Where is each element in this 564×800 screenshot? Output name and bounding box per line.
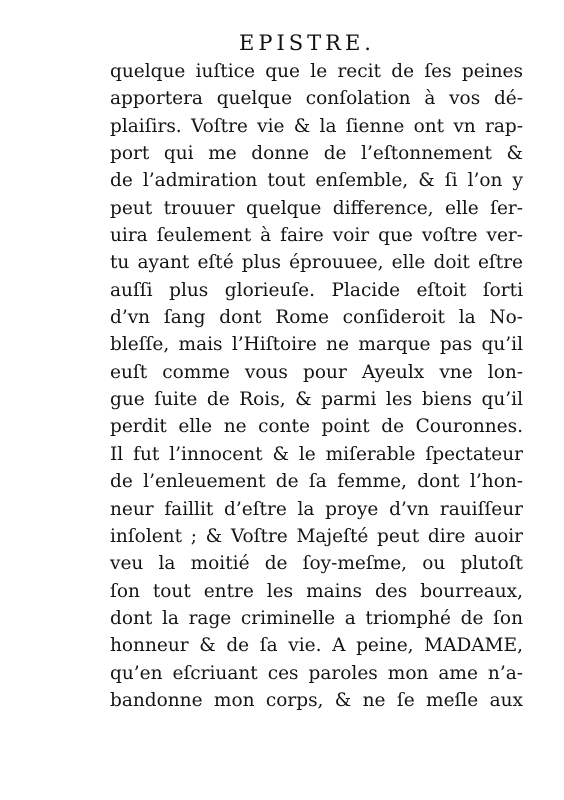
text-line: perdit elle ne conte point de Couronnes.	[110, 416, 523, 438]
running-head: EPISTRE.	[239, 31, 375, 55]
text-line: honneur & de ſa vie. A peine, MADAME,	[110, 635, 523, 657]
text-line: qu’en eſcriuant ces paroles mon ame n’a-	[110, 662, 523, 684]
text-line: veu la moitié de ſoy-meſme, ou plutoſt	[110, 553, 523, 575]
text-line: dont la rage criminelle a triomphé de ſon	[110, 607, 523, 629]
text-line: d’vn ſang dont Rome conſideroit la No-	[110, 307, 523, 329]
text-line: inſolent ; & Voſtre Majeſté peut dire auoir	[110, 525, 523, 547]
text-line: peut trouuer quelque difference, elle ſer-	[110, 197, 523, 219]
body-text	[110, 58, 523, 714]
text-line: plaiſirs. Voſtre vie & la ſienne ont vn rap-	[110, 115, 523, 137]
text-line: Il fut l’innocent & le miſerable ſpectateur	[110, 443, 523, 465]
text-line: euſt comme vous pour Ayeulx vne lon-	[110, 361, 523, 383]
text-line: gue ſuite de Rois, & parmi les biens qu’il	[110, 389, 523, 411]
text-line: de l’enleuement de ſa femme, dont l’hon-	[110, 471, 523, 493]
text-line: bleſſe, mais l’Hiſtoire ne marque pas qu’il	[110, 334, 523, 356]
text-line: neur faillit d’eſtre la proye d’vn rauiſſeur	[110, 498, 523, 520]
text-line: auſſi plus glorieuſe. Placide eſtoit ſorti	[110, 279, 523, 301]
text-line: uira ſeulement à faire voir que voſtre ver-	[110, 225, 523, 247]
text-line: de l’admiration tout enſemble, & ſi l’on y	[110, 170, 523, 192]
text-line: bandonne mon corps, & ne ſe meſle aux	[110, 689, 523, 711]
text-line: tu ayant eſté plus éprouuee, elle doit eſtre	[110, 252, 523, 274]
text-line: quelque iuſtice que le recit de ſes peines	[110, 61, 523, 82]
text-line: port qui me donne de l’eſtonnement &	[110, 143, 523, 165]
text-line: apportera quelque conſolation à vos dé-	[110, 88, 523, 110]
text-line: ſon tout entre les mains des bourreaux,	[110, 580, 523, 602]
